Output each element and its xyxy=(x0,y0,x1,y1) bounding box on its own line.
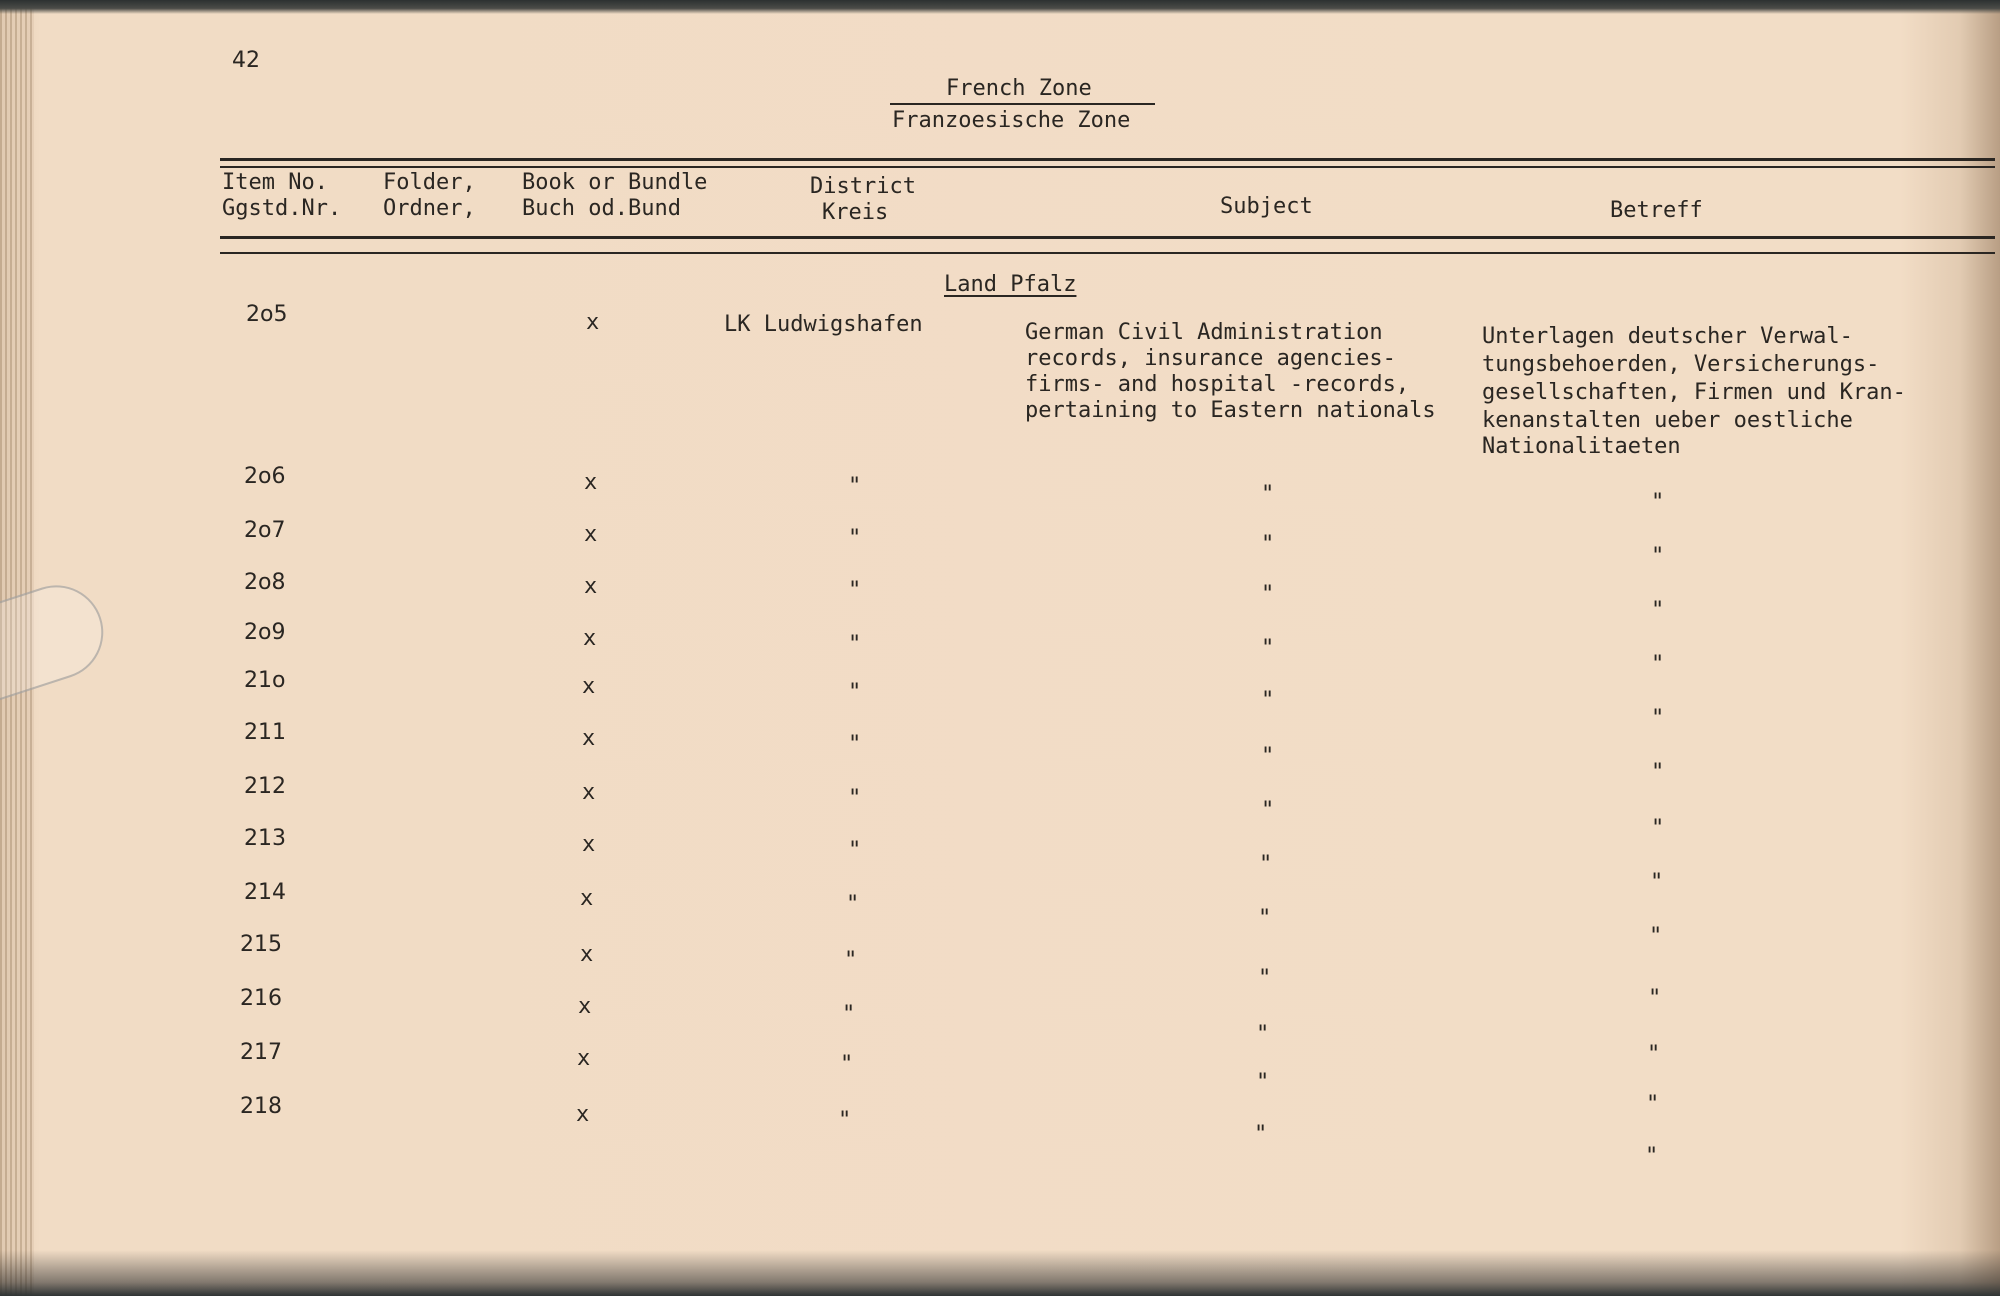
subject-line-4: pertaining to Eastern nationals xyxy=(1025,398,1436,423)
row-book-marker: x xyxy=(584,574,598,599)
row-betreff-ditto: " xyxy=(1645,1144,1659,1169)
row-item: 211 xyxy=(244,720,286,745)
row-subject-ditto: " xyxy=(1261,744,1275,769)
row-book-marker: x xyxy=(582,832,596,857)
row-book-marker: x xyxy=(583,626,597,651)
row-item: 214 xyxy=(244,880,286,905)
header-book: Book or Bundle xyxy=(522,170,708,195)
row-item: 212 xyxy=(244,774,286,799)
row-subject-ditto: " xyxy=(1254,1122,1268,1147)
binding-top-shadow xyxy=(0,0,2000,14)
row-book-marker: x xyxy=(578,994,592,1019)
header-item-no: Item No. xyxy=(222,170,328,195)
row-district-ditto: " xyxy=(842,1002,856,1027)
row-book-marker: x xyxy=(582,726,596,751)
header-kreis: Kreis xyxy=(822,200,889,225)
header-folder: Folder, xyxy=(383,170,476,195)
section-heading: Land Pfalz xyxy=(944,272,1077,297)
header-district: District xyxy=(810,174,916,199)
row-book-marker: x xyxy=(584,470,598,495)
row-subject-ditto: " xyxy=(1259,852,1273,877)
row-item: 21o xyxy=(244,668,286,693)
row-subject-ditto: " xyxy=(1261,532,1275,557)
betreff-line-4: kenanstalten ueber oestliche xyxy=(1482,408,1853,433)
row-subject-ditto: " xyxy=(1261,688,1275,713)
header-betreff: Betreff xyxy=(1610,198,1703,223)
row-district-ditto: " xyxy=(848,578,862,603)
row-betreff-ditto: " xyxy=(1651,816,1665,841)
row-district-205: LK Ludwigshafen xyxy=(724,312,923,337)
row-book-marker: x xyxy=(580,886,594,911)
header-bottom-rule-2 xyxy=(220,252,1995,254)
row-betreff-ditto: " xyxy=(1646,1092,1660,1117)
header-ggstd-nr: Ggstd.Nr. xyxy=(222,196,342,221)
row-district-ditto: " xyxy=(846,892,860,917)
subject-line-1: German Civil Administration xyxy=(1025,320,1383,345)
row-district-ditto: " xyxy=(848,474,862,499)
betreff-line-2: tungsbehoerden, Versicherungs- xyxy=(1482,352,1880,377)
row-betreff-ditto: " xyxy=(1651,652,1665,677)
page-subtitle: Franzoesische Zone xyxy=(892,108,1131,133)
row-district-ditto: " xyxy=(848,786,862,811)
page-number: 42 xyxy=(232,48,260,73)
row-district-ditto: " xyxy=(838,1108,852,1133)
row-book-marker: x xyxy=(582,780,596,805)
subject-line-2: records, insurance agencies- xyxy=(1025,346,1396,371)
row-betreff-ditto: " xyxy=(1651,490,1665,515)
row-item: 2o7 xyxy=(244,518,286,543)
row-book-marker: x xyxy=(584,522,598,547)
row-betreff-ditto: " xyxy=(1650,870,1664,895)
binding-bottom-shadow xyxy=(0,1250,2000,1296)
row-item: 2o9 xyxy=(244,620,286,645)
row-district-ditto: " xyxy=(848,526,862,551)
row-district-ditto: " xyxy=(848,732,862,757)
row-subject-ditto: " xyxy=(1261,636,1275,661)
row-item: 213 xyxy=(244,826,286,851)
row-betreff-ditto: " xyxy=(1651,544,1665,569)
row-item: 215 xyxy=(240,932,282,957)
header-bottom-rule xyxy=(220,236,1995,239)
subject-line-3: firms- and hospital -records, xyxy=(1025,372,1410,397)
row-betreff-ditto: " xyxy=(1649,924,1663,949)
row-district-ditto: " xyxy=(840,1052,854,1077)
row-item: 216 xyxy=(240,986,282,1011)
header-subject: Subject xyxy=(1220,194,1313,219)
row-subject-ditto: " xyxy=(1256,1070,1270,1095)
row-betreff-ditto: " xyxy=(1651,760,1665,785)
betreff-line-5: Nationalitaeten xyxy=(1482,434,1681,459)
row-district-ditto: " xyxy=(844,948,858,973)
row-betreff-ditto: " xyxy=(1647,1042,1661,1067)
row-item: 2o6 xyxy=(244,464,286,489)
row-book-marker: x xyxy=(580,942,594,967)
row-item-205: 2o5 xyxy=(246,302,288,327)
row-book-205: x xyxy=(586,310,600,335)
row-item: 218 xyxy=(240,1094,282,1119)
row-subject-ditto: " xyxy=(1258,966,1272,991)
row-subject-ditto: " xyxy=(1261,482,1275,507)
row-item: 217 xyxy=(240,1040,282,1065)
row-subject-ditto: " xyxy=(1261,582,1275,607)
row-betreff-ditto: " xyxy=(1651,598,1665,623)
row-book-marker: x xyxy=(582,674,596,699)
row-betreff-ditto: " xyxy=(1651,706,1665,731)
header-ordner: Ordner, xyxy=(383,196,476,221)
row-subject-ditto: " xyxy=(1258,906,1272,931)
row-subject-ditto: " xyxy=(1256,1022,1270,1047)
row-book-marker: x xyxy=(576,1102,590,1127)
row-item: 2o8 xyxy=(244,570,286,595)
page-title: French Zone xyxy=(946,76,1092,101)
title-underline xyxy=(890,103,1155,105)
row-subject-ditto: " xyxy=(1261,798,1275,823)
row-betreff-ditto: " xyxy=(1648,986,1662,1011)
header-top-rule xyxy=(220,158,1995,161)
row-district-ditto: " xyxy=(848,838,862,863)
row-district-ditto: " xyxy=(848,632,862,657)
row-book-marker: x xyxy=(577,1046,591,1071)
betreff-line-3: gesellschaften, Firmen und Kran- xyxy=(1482,380,1906,405)
header-buch: Buch od.Bund xyxy=(522,196,681,221)
header-top-rule-2 xyxy=(220,166,1995,168)
row-district-ditto: " xyxy=(848,680,862,705)
betreff-line-1: Unterlagen deutscher Verwal- xyxy=(1482,324,1853,349)
